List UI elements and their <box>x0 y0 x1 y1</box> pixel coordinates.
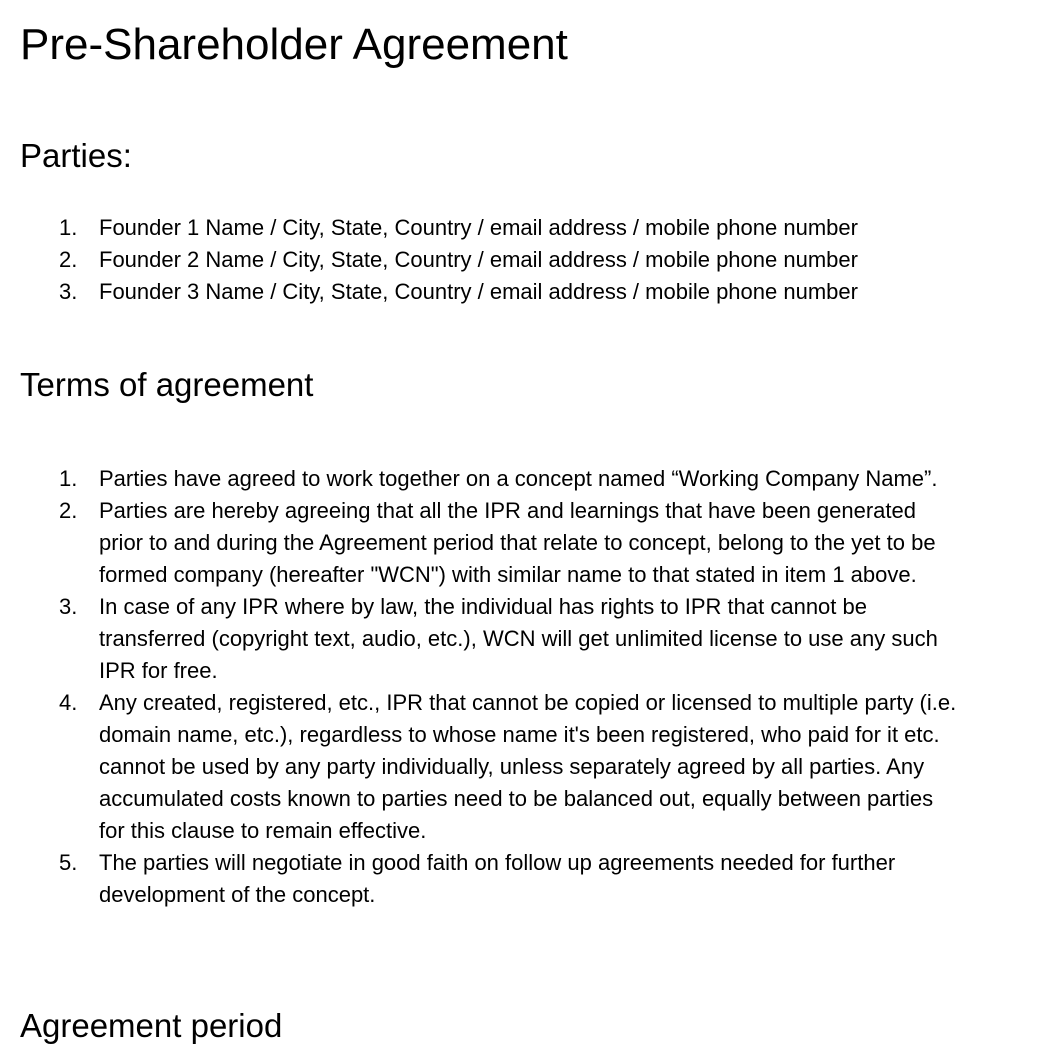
list-number: 1. <box>59 215 78 240</box>
term-item <box>0 495 1057 591</box>
term-text: Parties have agreed to work together on a concept named “Working Company Name”. <box>99 466 938 491</box>
list-number: 4. <box>59 690 78 715</box>
party-text: Founder 2 Name / City, State, Country / email address / mobile phone number <box>99 247 858 272</box>
party-item <box>0 212 1057 244</box>
list-number: 2. <box>59 498 78 523</box>
term-item <box>0 847 1057 911</box>
party-item <box>0 244 1057 276</box>
parties-heading: Parties: <box>20 137 132 174</box>
term-text: In case of any IPR where by law, the individual has rights to IPR that cannot be transferred (copyright text, audio, etc.), WCN will get unlimited license to use any such IPR for free. <box>99 594 938 683</box>
list-number: 2. <box>59 247 78 272</box>
party-item <box>0 276 1057 308</box>
list-number: 1. <box>59 466 78 491</box>
term-item <box>0 463 1057 495</box>
term-text: Parties are hereby agreeing that all the IPR and learnings that have been generated prior to and during the Agreement period that relate to concept, belong to the yet to be formed company (hereafter "WCN") with similar name to that stated in item 1 above. <box>99 498 936 587</box>
list-number: 5. <box>59 850 78 875</box>
term-item <box>0 687 1057 847</box>
party-text: Founder 3 Name / City, State, Country / email address / mobile phone number <box>99 279 858 304</box>
term-item <box>0 591 1057 687</box>
terms-heading: Terms of agreement <box>20 366 314 403</box>
term-text: Any created, registered, etc., IPR that cannot be copied or licensed to multiple party (i.e. domain name, etc.), regardless to whose name it's been registered, who paid for it etc. cannot be used by any party individually, unless separately agreed by all parties. Any accumulated costs known to parties need to be balanced out, equally between parties for this clause to remain effective. <box>99 690 957 843</box>
term-text: The parties will negotiate in good faith on follow up agreements needed for further development of the concept. <box>99 850 896 907</box>
terms-list <box>0 463 1057 911</box>
agreement-period-heading: Agreement period <box>20 1007 283 1044</box>
document-title: Pre-Shareholder Agreement <box>20 20 568 69</box>
parties-list <box>0 212 1057 308</box>
list-number: 3. <box>59 279 78 304</box>
list-number: 3. <box>59 594 78 619</box>
party-text: Founder 1 Name / City, State, Country / email address / mobile phone number <box>99 215 858 240</box>
